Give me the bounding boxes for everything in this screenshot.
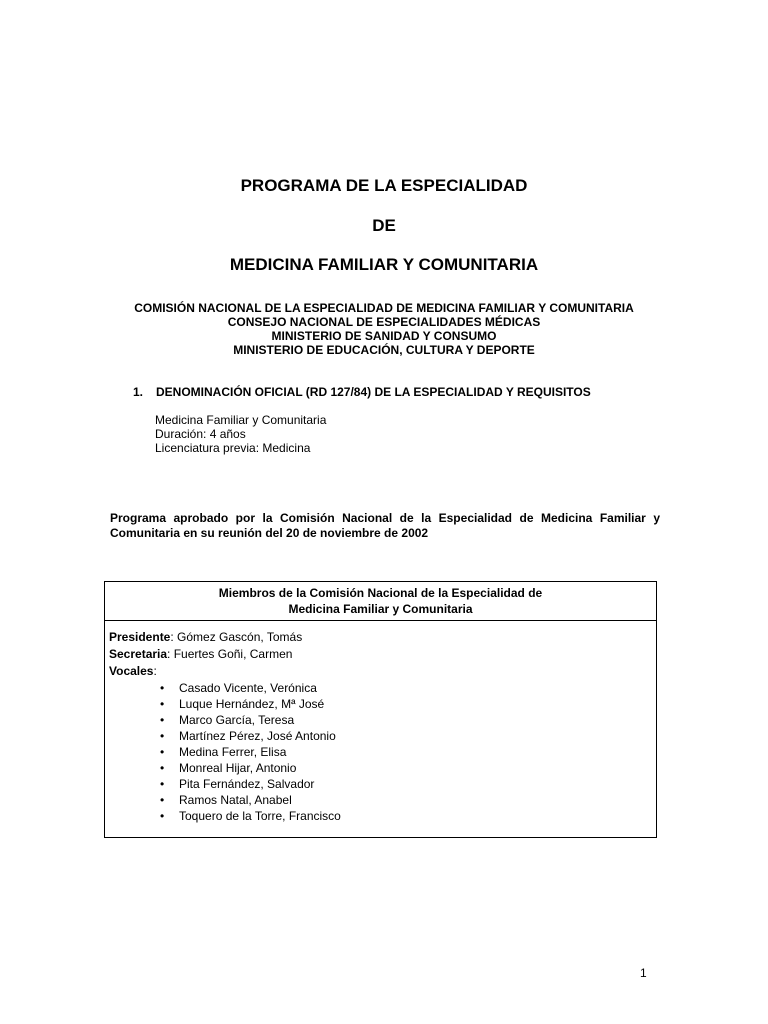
- list-item: [109, 744, 649, 760]
- bullet-icon: •: [160, 793, 165, 807]
- vocal-name: Medina Ferrer, Elisa: [179, 745, 287, 759]
- president-label: Presidente: [109, 630, 171, 644]
- organization-line: COMISIÓN NACIONAL DE LA ESPECIALIDAD DE MEDICINA FAMILIAR Y COMUNITARIA: [134, 301, 634, 315]
- president-row: [109, 629, 649, 646]
- organization-line: MINISTERIO DE SANIDAD Y CONSUMO: [271, 329, 497, 343]
- list-item: [109, 696, 649, 712]
- vocal-name: Toquero de la Torre, Francisco: [179, 809, 341, 823]
- list-item: [109, 728, 649, 744]
- organization-line: MINISTERIO DE EDUCACIÓN, CULTURA Y DEPORTE: [233, 343, 535, 357]
- document-title-line3: MEDICINA FAMILIAR Y COMUNITARIA: [229, 255, 539, 274]
- vocal-name: Monreal Hijar, Antonio: [179, 761, 297, 775]
- page-number: 1: [640, 966, 647, 980]
- secretary-label: Secretaria: [109, 647, 168, 661]
- vocales-list: [109, 680, 649, 824]
- members-header-line1: Miembros de la Comisión Nacional de la Especialidad de: [218, 586, 543, 600]
- list-item: [109, 712, 649, 728]
- bullet-icon: •: [160, 777, 165, 791]
- approval-line2: Comunitaria en su reunión del 20 de noviembre de 2002: [110, 526, 429, 540]
- document-title-line1: PROGRAMA DE LA ESPECIALIDAD: [240, 176, 528, 195]
- bullet-icon: •: [160, 713, 165, 727]
- secretary-name: : Fuertes Goñi, Carmen: [167, 647, 293, 661]
- bullet-icon: •: [160, 761, 165, 775]
- bullet-icon: •: [160, 697, 165, 711]
- secretary-row: [109, 646, 649, 663]
- list-item: [109, 808, 649, 824]
- list-item: [109, 792, 649, 808]
- section1-heading: DENOMINACIÓN OFICIAL (RD 127/84) DE LA ESPECIALIDAD Y REQUISITOS: [156, 385, 591, 399]
- members-table-body: [109, 629, 649, 824]
- members-table: [104, 581, 657, 838]
- bullet-icon: •: [160, 745, 165, 759]
- vocales-row: [109, 663, 649, 680]
- organization-line: CONSEJO NACIONAL DE ESPECIALIDADES MÉDICAS: [227, 315, 541, 329]
- vocal-name: Casado Vicente, Verónica: [179, 681, 317, 695]
- section1-line: Licenciatura previa: Medicina: [155, 441, 311, 455]
- section1-line: Medicina Familiar y Comunitaria: [155, 413, 327, 427]
- vocales-colon: :: [153, 664, 157, 678]
- members-table-header: [105, 582, 656, 621]
- members-header-line2: Medicina Familiar y Comunitaria: [288, 602, 473, 616]
- vocal-name: Marco García, Teresa: [179, 713, 295, 727]
- list-item: [109, 776, 649, 792]
- president-name: : Gómez Gascón, Tomás: [170, 630, 303, 644]
- approval-line1: Programa aprobado por la Comisión Nacional de la Especialidad de Medicina Familiar y: [110, 511, 660, 525]
- vocal-name: Luque Hernández, Mª José: [179, 697, 325, 711]
- section1-number: 1.: [133, 385, 144, 399]
- vocal-name: Pita Fernández, Salvador: [179, 777, 315, 791]
- list-item: [109, 680, 649, 696]
- document-title-line2: DE: [372, 216, 396, 235]
- vocal-name: Martínez Pérez, José Antonio: [179, 729, 336, 743]
- bullet-icon: •: [160, 809, 165, 823]
- section1-line: Duración: 4 años: [155, 427, 246, 441]
- list-item: [109, 760, 649, 776]
- vocales-label: Vocales: [109, 664, 154, 678]
- vocal-name: Ramos Natal, Anabel: [179, 793, 292, 807]
- bullet-icon: •: [160, 729, 165, 743]
- bullet-icon: •: [160, 681, 165, 695]
